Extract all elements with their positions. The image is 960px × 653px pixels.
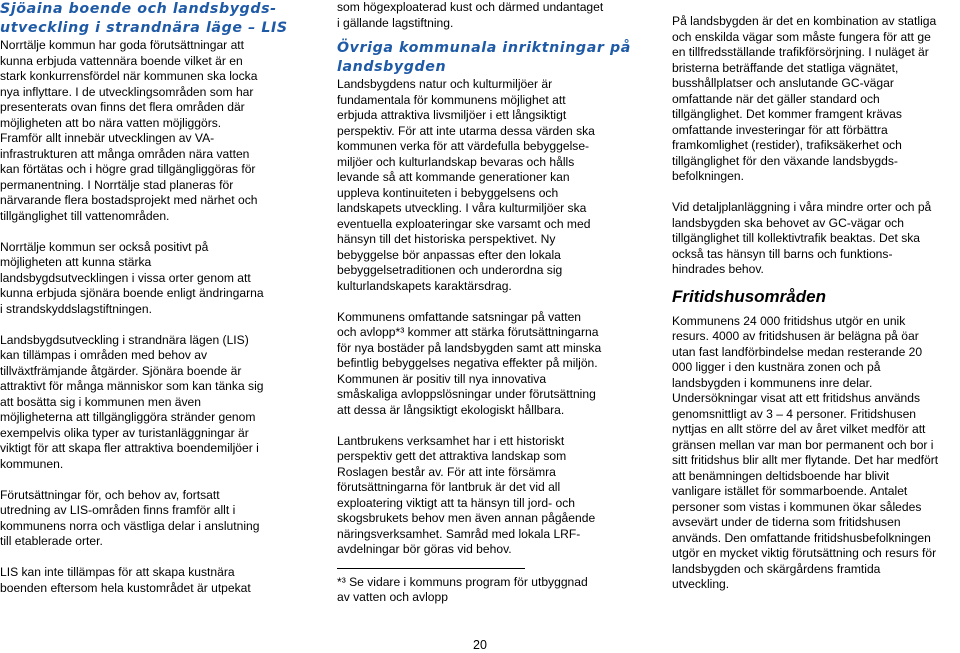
paragraph xyxy=(672,200,960,278)
paragraph xyxy=(672,314,960,593)
text-line: utredning av LIS-områden finns framför allt i xyxy=(0,503,236,517)
lis-heading xyxy=(0,0,312,38)
text-line: fundamentala för kommunens möjlighet att xyxy=(337,92,566,107)
paragraph xyxy=(0,565,312,596)
text-line: Landsbygdens natur och kulturmiljöer är xyxy=(337,77,553,91)
text-line: Förutsättningar för, och behov av, fortsatt xyxy=(0,487,220,502)
text-line: gränsen mellan var man bor permanent och bor i xyxy=(672,437,934,452)
text-line: i strandskyddslagstiftningen. xyxy=(0,301,152,316)
text-line: permanentning. I Norrtälje stad planeras för xyxy=(0,177,234,192)
page-number: 20 xyxy=(473,638,487,652)
text-line: Kommunens omfattande satsningar på vatten xyxy=(337,309,582,324)
text-line: exploatering viktigt att ta hänsyn till jord- och xyxy=(337,495,575,510)
text-line: eventuella exploateringar ske varsamt och med xyxy=(337,216,591,231)
text-line: kommunens norra och västliga delar i anslutning xyxy=(0,518,260,533)
text-line: boenden eftersom hela kustområdet är utpekat xyxy=(0,580,251,595)
text-line: landsbygden ska behovet av GC-vägar och xyxy=(672,215,904,230)
paragraph xyxy=(0,38,312,224)
text-line: kunna erbjuda vattennära boende vilket är en xyxy=(0,53,243,68)
text-line: tillgänglighet för den växande landsbygds- xyxy=(672,153,898,168)
text-line: hänsyn till det historiska perspektivet. Ny xyxy=(337,232,556,246)
text-line: På landsbygden är det en kombination av statliga xyxy=(672,14,937,28)
text-line: tillgänglighet till vattenområden. xyxy=(0,208,170,223)
paragraph xyxy=(337,77,635,294)
text-line: exempelvis olika typer av turistanläggningar är xyxy=(0,425,249,440)
text-line: omfattande investeringar för att förbättra xyxy=(672,122,888,137)
text-line: LIS kan inte tillämpas för att skapa kustnära xyxy=(0,565,235,579)
text-line: skogsbrukets behov men även annan pågående xyxy=(337,511,596,525)
text-line: bristerna beträffande det statliga vägnätet, xyxy=(672,60,899,75)
text-line: kommunen. xyxy=(0,456,64,471)
text-line: som högexploaterad kust och därmed undantaget xyxy=(337,0,604,14)
text-line: tillgänglighet. Det kommer framgent krävas xyxy=(672,107,902,121)
text-line: Norrtälje kommun ser också positivt på xyxy=(0,239,209,254)
text-line: Roslagen består av. För att inte försämra xyxy=(337,464,556,479)
text-line: bebyggelsetraditionen och underordna sig xyxy=(337,263,563,277)
text-line: avsevärt under de tiderna som fritidshusen xyxy=(672,515,901,529)
text-line: befolkningen. xyxy=(672,169,744,183)
text-line: utan fast landförbindelse medan resterande 20 xyxy=(672,344,923,359)
text-line: i gällande lagstiftning. xyxy=(337,15,454,30)
text-line: avdelningar bör göras vid behov. xyxy=(337,542,512,556)
text-line: levande så att kommande generationer kan xyxy=(337,170,570,184)
text-line: används. Den omfattande fritidshusbefolkningen xyxy=(672,530,931,545)
paragraph xyxy=(337,0,635,31)
text-line: kan tillämpas i områden med behov av xyxy=(0,348,208,362)
text-line: småskaliga avloppslösningar under förutsättning xyxy=(337,387,596,401)
text-line: attraktivt för många människor som kan tänka sig xyxy=(0,379,264,393)
paragraph xyxy=(0,240,312,318)
text-line: möjligheten att kunna stärka xyxy=(0,255,152,269)
text-line: möjligheten att bo nära vatten möjliggörs. xyxy=(0,115,222,130)
text-line: Kommunen är positiv till nya innovativa xyxy=(337,371,547,386)
ovriga-heading xyxy=(337,39,635,77)
text-line: sitt fritidshus blir allt mer flytande. Det har medfört xyxy=(672,453,939,467)
text-line: att dessa är långsiktigt ekologiskt hållbara. xyxy=(337,402,565,417)
text-line: landsbygdsutvecklingen i vissa orter genom att xyxy=(0,270,251,285)
text-line: resurs. 4000 av fritidshusen är belägna på öar xyxy=(672,329,919,343)
text-line: utgör en mycket viktig förutsättning och resurs för xyxy=(672,546,937,560)
text-line: framkomlighet (restider), trafiksäkerhet och xyxy=(672,138,902,152)
text-line: av vatten och avlopp xyxy=(337,590,448,604)
text-line: hindrades behov. xyxy=(672,262,764,276)
text-line: landsbygden i kommunens inre delar. xyxy=(672,375,873,390)
text-line: Lantbrukens verksamhet har i ett historiskt xyxy=(337,433,565,448)
column-middle xyxy=(337,0,635,606)
text-line: personer som vistas i kommunen ökar således xyxy=(672,499,922,514)
text-line: 000 ligger i den kustnära zonen och på xyxy=(672,360,881,374)
text-line: befintlig bebyggelses negativa effekter på miljön. xyxy=(337,356,598,370)
footnote xyxy=(337,575,635,606)
text-line: Kommunens 24 000 fritidshus utgör en unik xyxy=(672,313,906,328)
text-line: perspektiv gett det attraktiva landskap som xyxy=(337,449,567,463)
paragraph xyxy=(337,434,635,558)
text-line: näringsverksamhet. Samråd med lokala LRF- xyxy=(337,526,581,541)
paragraph xyxy=(0,488,312,550)
text-line: Landsbygdsutveckling i strandnära lägen (LIS) xyxy=(0,332,249,347)
text-line: Undersökningar visat att ett fritidshus används xyxy=(672,391,921,405)
text-line: vanligare istället för sommarboende. Antalet xyxy=(672,484,908,498)
text-line: stark konkurrensfördel när kommunen ska locka xyxy=(0,69,258,83)
paragraph xyxy=(337,310,635,419)
text-line: erbjuda attraktiva livsmiljöer i ett långsiktigt xyxy=(337,108,567,122)
text-line: omfattande när det gäller standard och xyxy=(672,91,880,106)
text-line: för nya bostäder på landsbygden samt att minska xyxy=(337,340,602,355)
heading-line: Övriga kommunala inriktningar på xyxy=(337,40,631,56)
text-line: en tillfredsställande trafikförsörjning. I nuläget är xyxy=(672,45,929,59)
text-line: kommunen verka för att värdefulla bebyggelse- xyxy=(337,139,590,153)
text-line: Vid detaljplanläggning i våra mindre orter och på xyxy=(672,200,932,214)
text-line: perspektiv. För att inte utarma dessa värden ska xyxy=(337,123,595,138)
text-line: Framför allt innebär utvecklingen av VA- xyxy=(0,131,215,145)
text-line: busshållplatser och anslutande GC-vägar xyxy=(672,76,894,90)
text-line: till etablerade orter. xyxy=(0,534,103,548)
fritidshus-heading: Fritidshusområden xyxy=(672,286,826,306)
text-line: tillväxtfrämjande åtgärder. Sjönära boende är xyxy=(0,363,242,378)
text-line: tillgänglighet till kollektivtrafik beaktas. Det ska xyxy=(672,231,921,245)
heading-line: landsbygden xyxy=(337,59,447,75)
text-line: bebyggelse bör anpassas efter den lokala xyxy=(337,247,561,262)
footnote-rule xyxy=(337,568,525,569)
heading-line: Sjöaina boende och landsbygds- xyxy=(0,1,277,17)
text-line: närvarande flera bostadsprojekt med närhet och xyxy=(0,193,258,207)
text-line: uppleva kontinuiteten i bebyggelsens och xyxy=(337,185,559,200)
column-left xyxy=(0,0,312,596)
text-line: landskapets utveckling. I våra kulturmiljöer ska xyxy=(337,201,587,215)
text-line: viktigt för att skapa fler attraktiva boendemiljöer i xyxy=(0,441,259,455)
text-line: förutsättningarna för lantbruk är det vid all xyxy=(337,480,561,494)
column-right xyxy=(672,14,960,593)
text-line: utveckling. xyxy=(672,577,730,591)
text-line: och enskilda vägar som måste fungera för att ge xyxy=(672,29,931,44)
text-line: miljöer och kulturlandskap bevaras och hålls xyxy=(337,154,575,169)
text-line: infrastrukturen att många områden nära vatten xyxy=(0,146,250,161)
text-line: *³ Se vidare i kommuns program för utbyggnad xyxy=(337,574,588,589)
text-line: Norrtälje kommun har goda förutsättningar att xyxy=(0,38,245,52)
text-line: kunna erbjuda sjönära boende enligt ändringarna xyxy=(0,286,264,300)
paragraph xyxy=(0,333,312,473)
text-line: presenterats ovan finns det flera områden där xyxy=(0,100,245,114)
text-line: genomsnittligt av 3 – 4 personer. Fritidshusen xyxy=(672,406,917,421)
text-line: kan förtätas och i högre grad tillgängliggöras för xyxy=(0,162,256,176)
text-line: nyttjas en allt större del av året vilket medför att xyxy=(672,422,926,436)
paragraph xyxy=(672,14,960,185)
text-line: att bosätta sig i kommunen men även xyxy=(0,394,201,409)
text-line: och avlopp*³ kommer att stärka förutsättningarna xyxy=(337,325,599,339)
text-line: också tas hänsyn till barns och funktions- xyxy=(672,246,893,261)
text-line: landsbygden och skärgårdens framtida xyxy=(672,561,881,576)
text-line: att benämningen deltidsboende har blivit xyxy=(672,468,890,483)
heading-line: utveckling i strandnära läge – LIS xyxy=(0,20,288,36)
text-line: möjligheterna att tillgängliggöra stränder genom xyxy=(0,410,256,424)
text-line: nya inflyttare. I de utvecklingsområden som har xyxy=(0,84,254,99)
text-line: kulturlandskapets karaktärsdrag. xyxy=(337,278,512,293)
